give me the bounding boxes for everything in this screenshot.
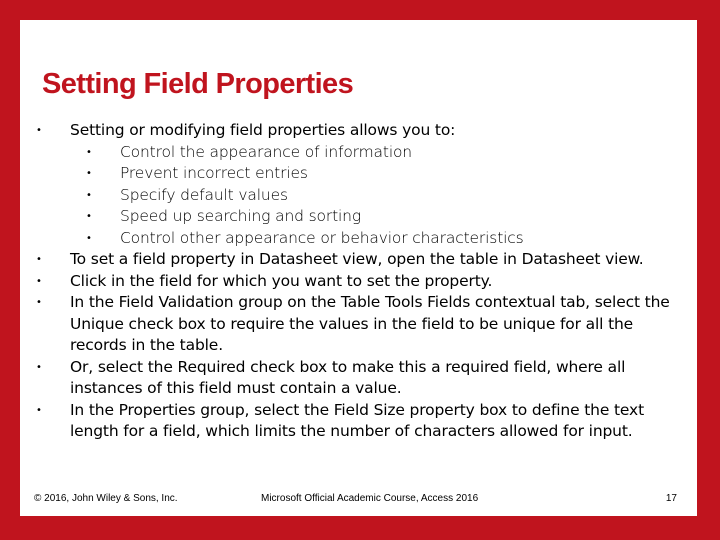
list-item [36,163,686,185]
list-item [36,292,686,357]
list-item-text: Setting or modifying field properties allows you to: [70,121,456,139]
bullet-icon: • [86,168,92,179]
list-item-text: Specify default values [120,185,288,204]
slide [20,20,697,516]
list-item-text: Or, select the Required check box to make this a required field, where all instances of this field must contain a value. [70,357,626,397]
bullet-icon: • [36,361,42,373]
list-item [36,206,686,228]
slide-title: Setting Field Properties [42,68,354,100]
list-item [36,400,686,443]
bullet-icon: • [36,254,42,265]
list-item [36,357,686,400]
bullet-icon: • [86,189,92,201]
list-item [36,142,686,164]
bullet-icon: • [36,297,42,308]
list-item-text: In the Properties group, select the Field Size property box to define the text length for a field, which limits the number of characters allowed for input. [70,400,645,440]
bullet-icon: • [36,125,42,136]
list-item-text: In the Field Validation group on the Table Tools Fields contextual tab, select the Unique check box to require the values in the field to be unique for all the records in the table. [70,293,670,354]
list-item [36,120,686,142]
list-item [36,185,686,207]
list-item-text: Control other appearance or behavior characteristics [120,228,524,247]
list-item-text: Speed up searching and sorting [120,207,361,225]
list-item [36,228,686,250]
footer-course: Microsoft Official Academic Course, Access 2016 [261,493,479,504]
footer-copyright: © 2016, John Wiley & Sons, Inc. [34,493,178,504]
list-item-text: Control the appearance of information [120,142,412,161]
bullet-list [36,120,686,443]
bullet-icon: • [86,146,92,158]
bullet-icon: • [36,275,42,287]
list-item-text: Prevent incorrect entries [120,164,308,182]
bullet-icon: • [86,232,92,244]
list-item [36,271,686,293]
bullet-icon: • [36,404,42,416]
list-item-text: Click in the field for which you want to set the property. [70,271,493,290]
footer-page-number: 17 [665,493,677,504]
bullet-icon: • [86,211,92,222]
list-item-text: To set a field property in Datasheet view, open the table in Datasheet view. [70,250,644,268]
list-item [36,249,686,271]
